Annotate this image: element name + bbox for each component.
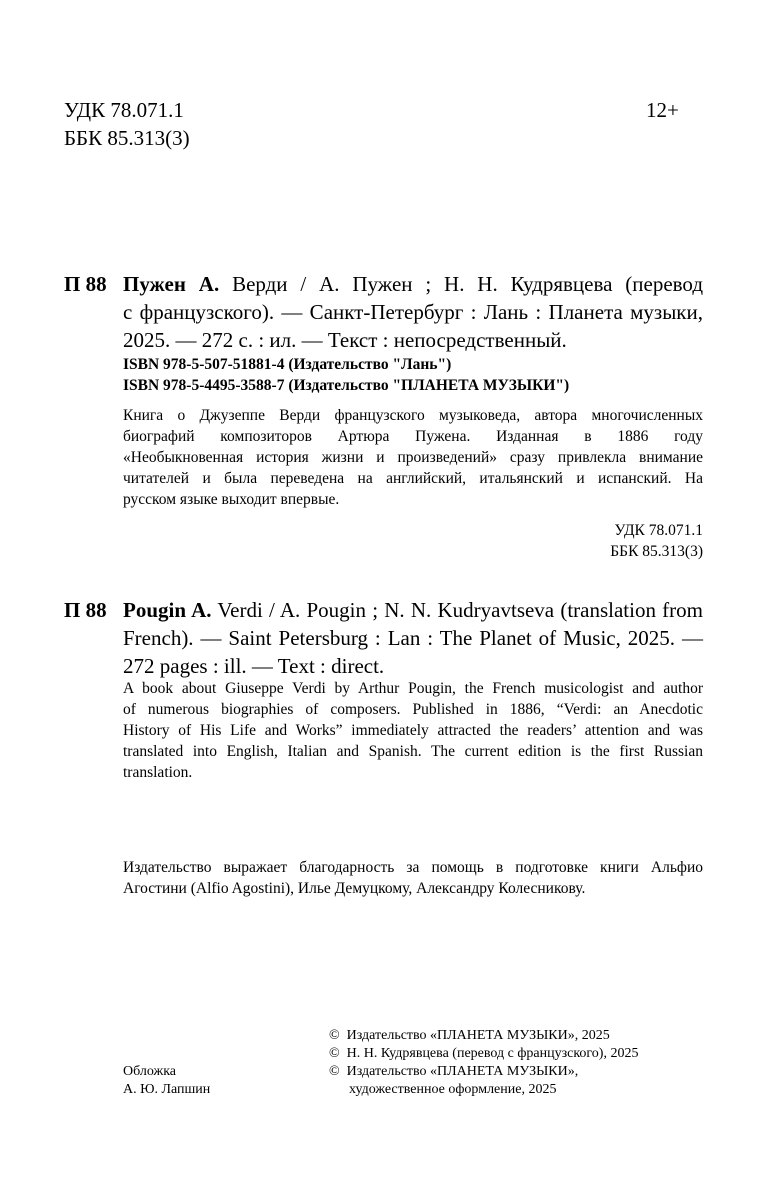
cover-designer: А. Ю. Лапшин bbox=[123, 1082, 211, 1097]
ru-classification bbox=[503, 520, 703, 562]
copyright-line bbox=[329, 1063, 638, 1081]
copyright-line bbox=[329, 1045, 638, 1063]
header-bbk: ББК 85.313(3) bbox=[64, 126, 190, 150]
en-entry-line-1-rest: Verdi / A. Pougin ; N. N. Kudryavtseva (translation from bbox=[217, 598, 703, 622]
ru-entry-line-1 bbox=[123, 270, 703, 298]
en-annotation-line: of numerous biographies of composers. Published in 1886, “Verdi: an Anecdotic bbox=[123, 701, 703, 718]
ru-entry-author: Пужен А. bbox=[123, 272, 220, 296]
ru-annotation-line: Книга о Джузеппе Верди французского музыковеда, автора многочисленных bbox=[123, 407, 703, 424]
copyright-symbol: © bbox=[329, 1064, 340, 1079]
copyright-text: Н. Н. Кудрявцева (перевод с французского), 2025 bbox=[346, 1046, 639, 1061]
ru-entry-line-3: 2025. — 272 с. : ил. — Текст : непосредственный. bbox=[123, 328, 567, 352]
acknowledgement-line: Издательство выражает благодарность за помощь в подготовке книги Альфио bbox=[123, 859, 703, 876]
en-entry-line-2: French). — Saint Petersburg : Lan : The Planet of Music, 2025. — bbox=[123, 626, 703, 650]
header-udk: УДК 78.071.1 bbox=[64, 98, 184, 122]
ru-bbk: ББК 85.313(3) bbox=[610, 543, 703, 560]
en-entry-line-1 bbox=[123, 596, 703, 624]
acknowledgement bbox=[123, 857, 703, 899]
acknowledgement-line: Агостини (Alfio Agostini), Илье Демуцкому, Александру Колесникову. bbox=[123, 880, 586, 897]
en-annotation-line: History of His Life and Works” immediately attracted the readers’ attention and was bbox=[123, 722, 703, 739]
copyright-continuation: художественное оформление, 2025 bbox=[349, 1082, 557, 1097]
ru-entry-code bbox=[64, 270, 107, 298]
isbn-planeta: ISBN 978-5-4495-3588-7 (Издательство "ПЛАНЕТА МУЗЫКИ") bbox=[123, 377, 570, 394]
copyright-symbol: © bbox=[329, 1046, 340, 1061]
age-rating: 12+ bbox=[646, 98, 679, 122]
copyright-symbol: © bbox=[329, 1028, 340, 1043]
isbn-lan: ISBN 978-5-507-51881-4 (Издательство "Лань") bbox=[123, 356, 452, 373]
ru-annotation-line: биографий композиторов Артюра Пужена. Изданная в 1886 году bbox=[123, 428, 703, 445]
en-entry-author: Pougin A. bbox=[123, 598, 212, 622]
ru-entry-description bbox=[123, 270, 703, 354]
en-annotation-line: A book about Giuseppe Verdi by Arthur Pougin, the French musicologist and author bbox=[123, 680, 703, 697]
en-entry-description bbox=[123, 596, 703, 680]
ru-annotation-line: читателей и была переведена на английский, итальянский и испанский. На bbox=[123, 470, 703, 487]
copyright-block bbox=[329, 1027, 638, 1099]
isbn-list bbox=[123, 354, 569, 396]
ru-udk: УДК 78.071.1 bbox=[614, 522, 703, 539]
copyright-text: Издательство «ПЛАНЕТА МУЗЫКИ», bbox=[346, 1064, 579, 1079]
en-entry-code-text: П 88 bbox=[64, 598, 107, 622]
copyright-text: Издательство «ПЛАНЕТА МУЗЫКИ», 2025 bbox=[346, 1028, 610, 1043]
cover-label: Обложка bbox=[123, 1064, 176, 1079]
ru-annotation-line: «Необыкновенная история жизни и произведений» сразу привлекла внимание bbox=[123, 449, 703, 466]
en-annotation bbox=[123, 678, 703, 783]
ru-annotation-line: русском языке выходит впервые. bbox=[123, 491, 340, 508]
en-entry-code bbox=[64, 596, 107, 624]
en-entry-line-3: 272 pages : ill. — Text : direct. bbox=[123, 654, 385, 678]
ru-entry-line-2: с французского). — Санкт-Петербург : Лань : Планета музыки, bbox=[123, 300, 703, 324]
ru-annotation bbox=[123, 405, 703, 510]
en-annotation-line: translated into English, Italian and Spanish. The current edition is the first Russian bbox=[123, 743, 703, 760]
ru-entry-code-text: П 88 bbox=[64, 272, 107, 296]
ru-entry-line-1-rest: Верди / А. Пужен ; Н. Н. Кудрявцева (перевод bbox=[232, 272, 704, 296]
cover-credit bbox=[123, 1063, 210, 1099]
en-annotation-line: translation. bbox=[123, 764, 193, 781]
copyright-line bbox=[329, 1027, 638, 1045]
